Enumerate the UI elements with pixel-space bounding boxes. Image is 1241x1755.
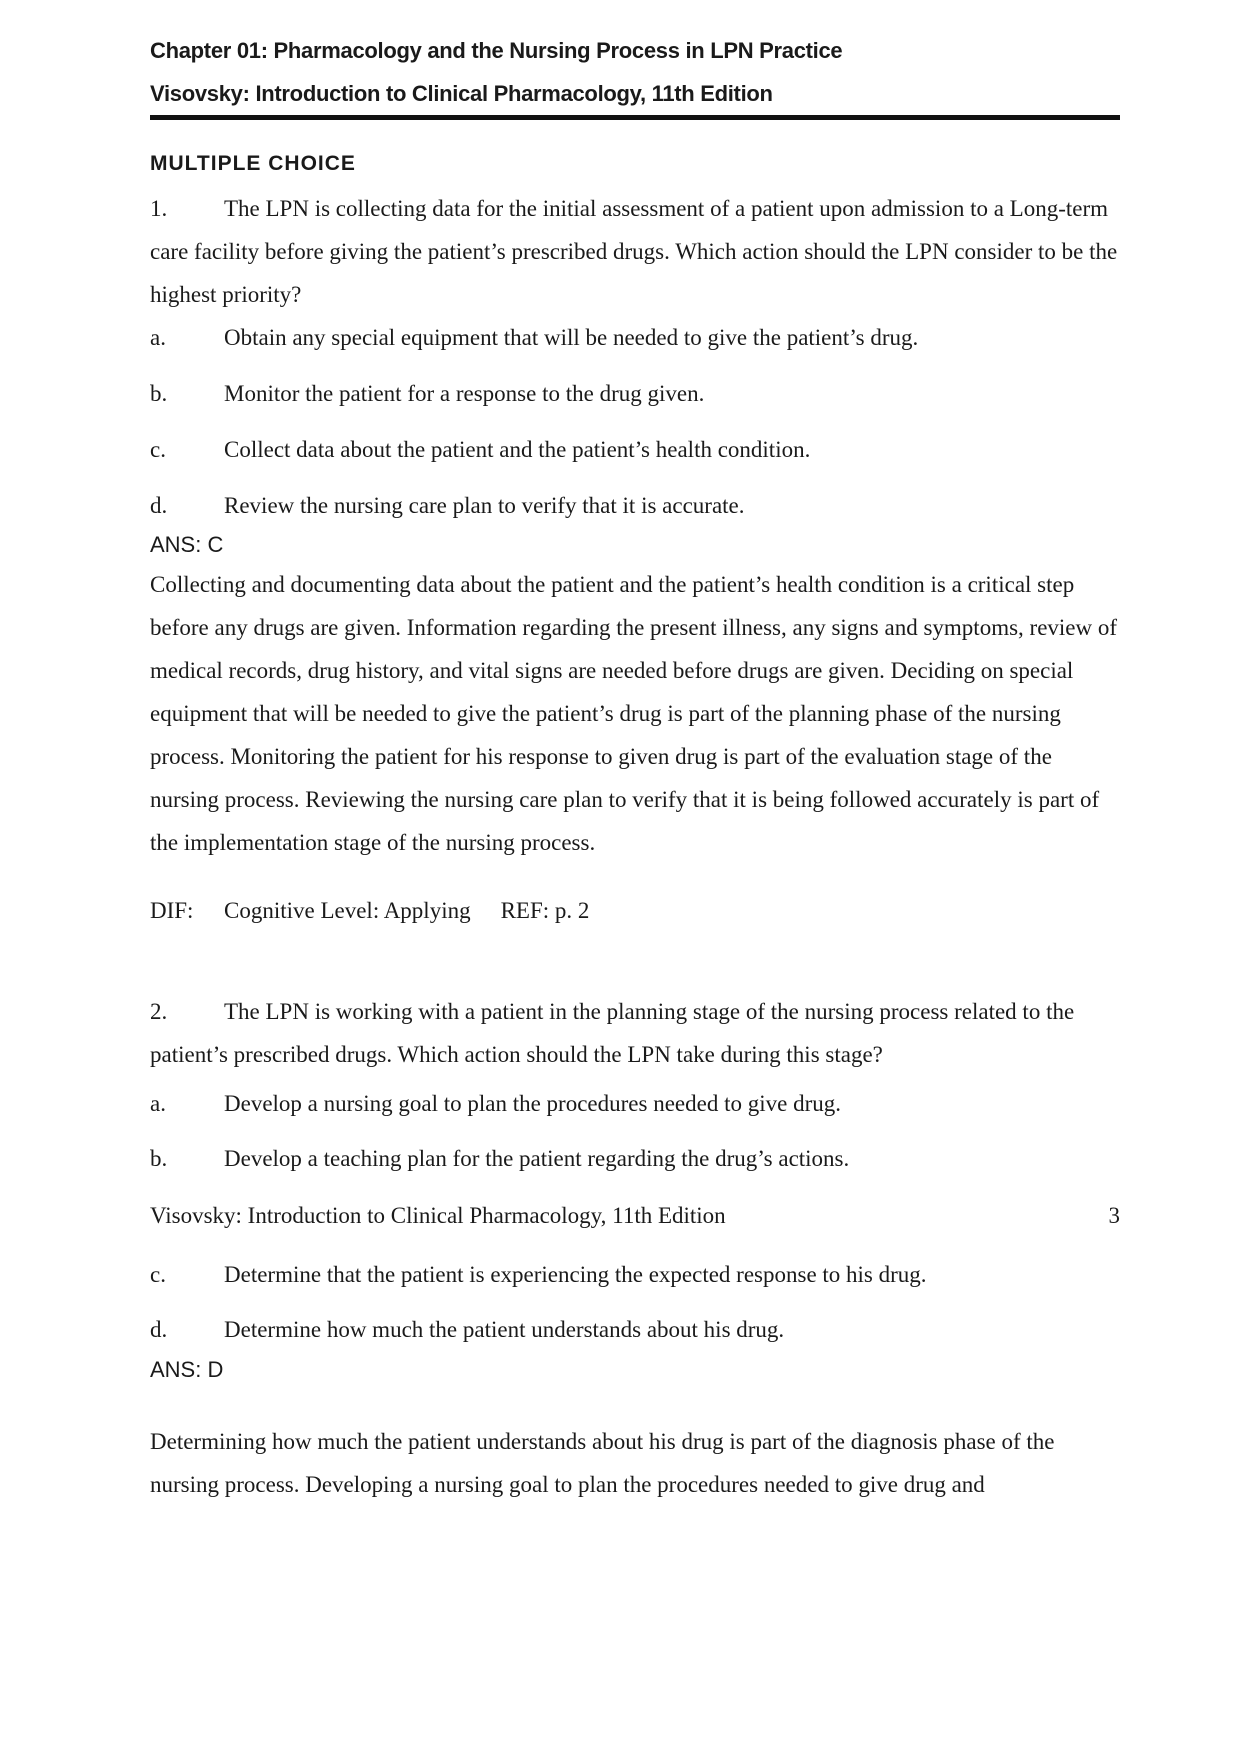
option-text: Determine how much the patient understands about his drug. — [224, 1317, 785, 1342]
question-1-option-b — [150, 381, 1120, 407]
question-1-option-a — [150, 325, 1120, 351]
option-letter: d. — [150, 1317, 168, 1342]
page-footer — [150, 1203, 1120, 1229]
option-letter: c. — [150, 1262, 166, 1287]
question-1-metadata — [150, 898, 589, 924]
option-text: Develop a nursing goal to plan the procedures needed to give drug. — [224, 1091, 841, 1116]
chapter-title: Chapter 01: Pharmacology and the Nursing Process in LPN Practice — [150, 38, 843, 63]
question-1-option-c — [150, 437, 1120, 463]
question-2-stem — [150, 990, 1120, 1076]
book-title: Visovsky: Introduction to Clinical Pharmacology, 11th Edition — [150, 81, 773, 106]
question-number: 2. — [150, 999, 168, 1024]
option-letter: b. — [150, 381, 168, 406]
option-letter: b. — [150, 1146, 168, 1171]
question-2-rationale: Determining how much the patient understands about his drug is part of the diagnosis phase of the nursing process. Developing a nursing goal to plan the procedures needed to give drug and — [150, 1429, 1055, 1497]
question-2-answer: ANS: D — [150, 1357, 224, 1382]
option-letter: d. — [150, 493, 168, 518]
question-1-option-d — [150, 493, 1120, 519]
page-number: 3 — [1108, 1203, 1120, 1228]
option-text: Obtain any special equipment that will be needed to give the patient’s drug. — [224, 325, 919, 350]
dif-value: Cognitive Level: Applying — [224, 898, 471, 923]
option-letter: a. — [150, 1091, 166, 1116]
question-1-answer: ANS: C — [150, 532, 224, 557]
header-rule — [150, 115, 1120, 120]
option-text: Review the nursing care plan to verify that it is accurate. — [224, 493, 745, 518]
question-2-option-a — [150, 1091, 1120, 1117]
question-text: The LPN is working with a patient in the planning stage of the nursing process related to the patient’s prescribed drugs. Which action should the LPN take during this stage? — [150, 999, 1075, 1067]
question-2-option-c — [150, 1262, 1120, 1288]
section-title: MULTIPLE CHOICE — [150, 152, 356, 175]
question-2-option-b — [150, 1146, 1120, 1172]
ref-value: REF: p. 2 — [500, 898, 590, 923]
question-1-rationale: Collecting and documenting data about the patient and the patient’s health condition is a critical step before any drugs are given. Information regarding the present illness, any signs and symptoms, review of medical records, drug history, and vital signs are needed before drugs are given. Deciding on special equipment that will be needed to give the patient’s drug is part of the planning phase of the nursing process. Monitoring the patient for his response to given drug is part of the evaluation stage of the nursing process. Reviewing the nursing care plan to verify that it is being followed accurately is part of the implementation stage of the nursing process. — [150, 572, 1118, 855]
question-2-option-d — [150, 1317, 1120, 1343]
question-1-stem — [150, 187, 1120, 316]
option-letter: a. — [150, 325, 166, 350]
question-number: 1. — [150, 196, 168, 221]
option-text: Monitor the patient for a response to the drug given. — [224, 381, 705, 406]
option-letter: c. — [150, 437, 166, 462]
dif-label: DIF: — [150, 898, 194, 923]
option-text: Develop a teaching plan for the patient regarding the drug’s actions. — [224, 1146, 850, 1171]
option-text: Determine that the patient is experiencing the expected response to his drug. — [224, 1262, 927, 1287]
footer-book-title: Visovsky: Introduction to Clinical Pharmacology, 11th Edition — [150, 1203, 726, 1228]
question-text: The LPN is collecting data for the initial assessment of a patient upon admission to a Long-term care facility before giving the patient’s prescribed drugs. Which action should the LPN consider to be the highest priority? — [150, 196, 1118, 307]
option-text: Collect data about the patient and the patient’s health condition. — [224, 437, 811, 462]
